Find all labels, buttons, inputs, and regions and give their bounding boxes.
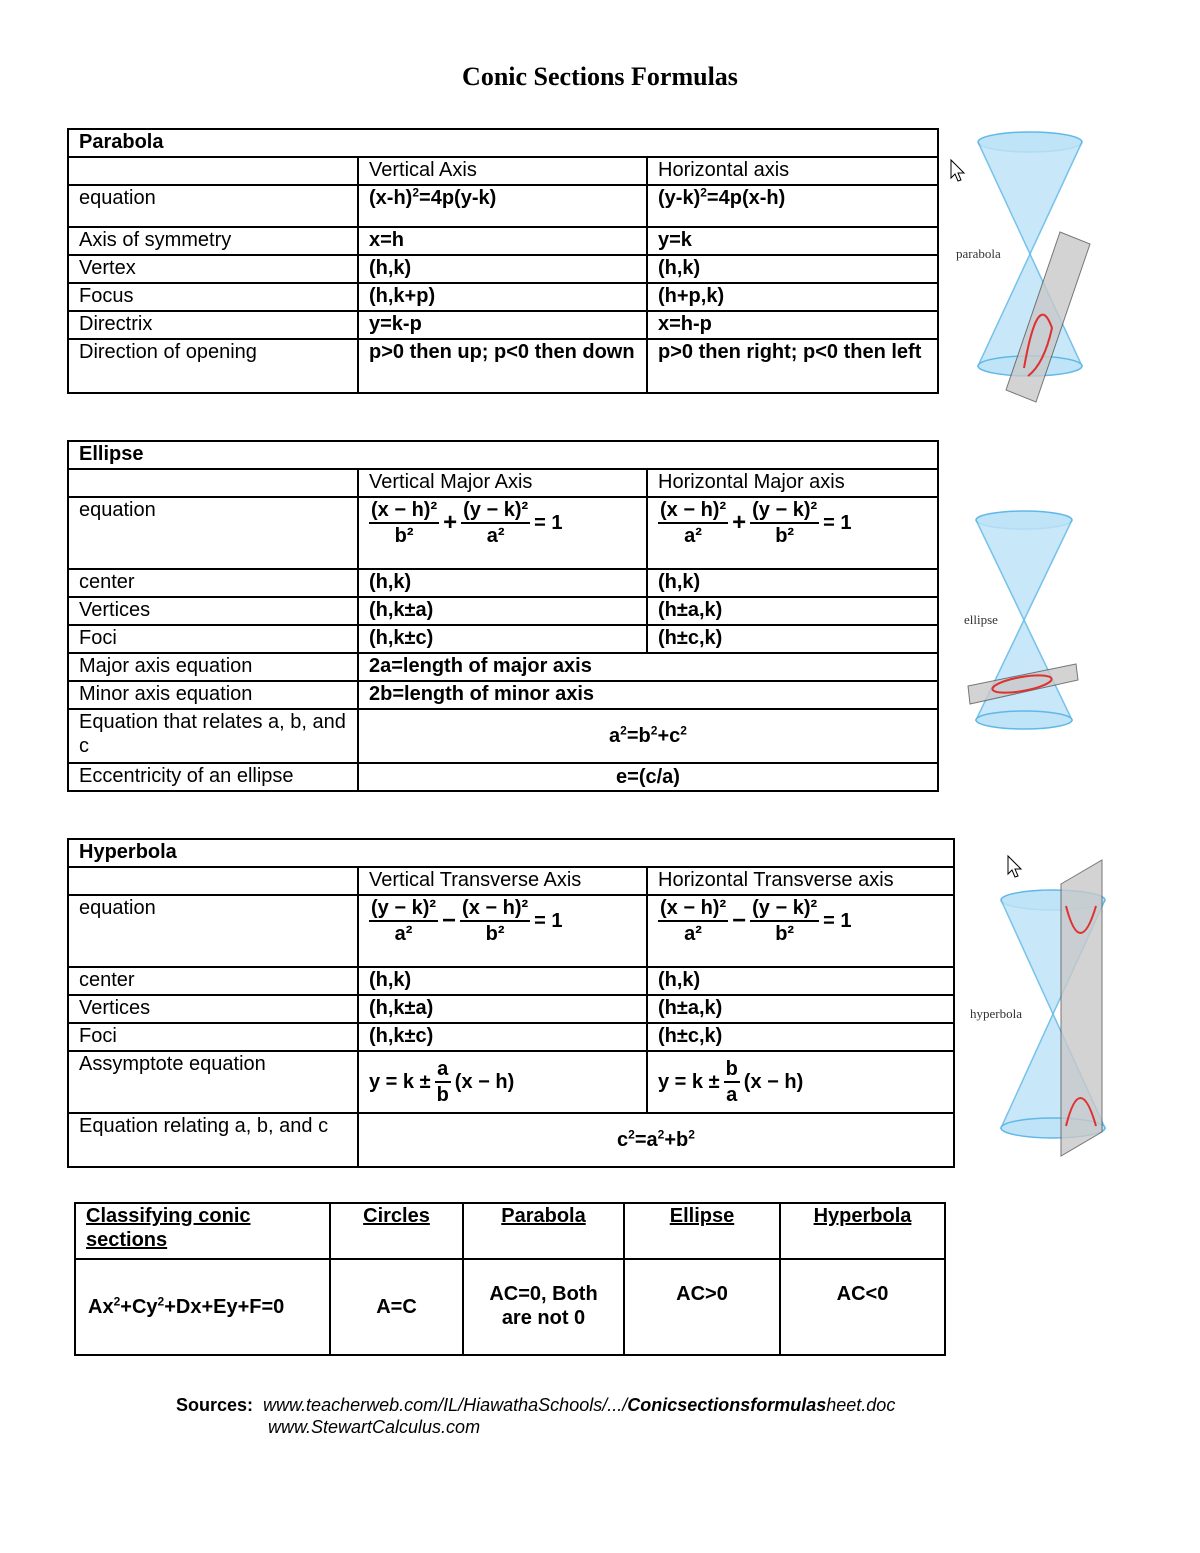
- parabola-table: [67, 128, 939, 394]
- classify-header: Parabola: [463, 1203, 624, 1259]
- classify-header: Hyperbola: [780, 1203, 945, 1259]
- cell-value: (h,k): [358, 967, 647, 995]
- fraction: $\frac{\text{(x − h)²}}{\text{a²}}$: [660, 499, 727, 547]
- blank-cell: [68, 157, 358, 185]
- hyperbola-cone-illustration: [966, 850, 1116, 1160]
- cell-value: (h±c,k): [647, 1023, 954, 1051]
- cell-value: x=h-p: [647, 311, 938, 339]
- fraction: $\frac{\text{(y − k)²}}{\text{a²}}$: [463, 499, 529, 547]
- hyperbola-relation: $c^2=a^2+b^2$: [358, 1113, 954, 1167]
- cell-value: (h,k±a): [358, 995, 647, 1023]
- fraction: $\frac{\text{(x − h)²}}{\text{b²}}$: [462, 897, 529, 945]
- cell-value: (h,k): [647, 967, 954, 995]
- row-label: Vertex: [68, 255, 358, 283]
- row-label: equation: [68, 185, 358, 227]
- row-label: Directrix: [68, 311, 358, 339]
- classify-header: Ellipse: [624, 1203, 780, 1259]
- fraction: $\frac{\text{(y − k)²}}{\text{b²}}$: [752, 897, 818, 945]
- cell-value: e=(c/a): [358, 763, 938, 791]
- ellipse-cone-illustration: [962, 508, 1088, 738]
- col-header: Vertical Transverse Axis: [358, 867, 647, 895]
- classify-header: Classifying conic sections: [75, 1203, 330, 1259]
- ellipse-relation: $a^2=b^2+c^2$: [358, 709, 938, 763]
- cursor-icon: [951, 160, 964, 181]
- cell-value: (h,k): [647, 255, 938, 283]
- cell-value: (h,k): [358, 569, 647, 597]
- hyperbola-label: hyperbola: [970, 1006, 1022, 1021]
- cell-value: p>0 then right; p<0 then left: [647, 339, 938, 393]
- row-label: Assymptote equation: [68, 1051, 358, 1113]
- col-header: Vertical Axis: [358, 157, 647, 185]
- parabola-vertical-equation: $(x-h)^2=4p(y-k)$: [358, 185, 647, 227]
- general-equation: $Ax^2+Cy^2+Dx+Ey+F=0$: [75, 1259, 330, 1355]
- fraction: $\frac{a}{b}$: [436, 1058, 449, 1106]
- sources: [176, 1394, 895, 1438]
- row-label: Equation relating a, b, and c: [68, 1113, 358, 1167]
- col-header: Horizontal Major axis: [647, 469, 938, 497]
- classify-table: [74, 1202, 946, 1356]
- cell-value: (h±a,k): [647, 995, 954, 1023]
- row-label: equation: [68, 895, 358, 967]
- cell-value: y=k: [647, 227, 938, 255]
- classify-hyperbola: AC<0: [780, 1259, 945, 1355]
- fraction: $\frac{\text{(x − h)²}}{\text{a²}}$: [660, 897, 727, 945]
- hyperbola-vertical-asymptote: y = k ± $\frac{a}{b}$ (x − h): [358, 1051, 647, 1113]
- hyperbola-header: Hyperbola: [68, 839, 954, 867]
- source-link-2[interactable]: www.StewartCalculus.com: [268, 1417, 481, 1437]
- hyperbola-horizontal-asymptote: y = k ± $\frac{b}{a}$ (x − h): [647, 1051, 954, 1113]
- parabola-cone-illustration: [948, 128, 1098, 410]
- parabola-horizontal-equation: $(y-k)^2=4p(x-h)$: [647, 185, 938, 227]
- classify-ellipse: AC>0: [624, 1259, 780, 1355]
- col-header: Horizontal Transverse axis: [647, 867, 954, 895]
- cell-value: p>0 then up; p<0 then down: [358, 339, 647, 393]
- ellipse-label: ellipse: [964, 612, 998, 627]
- row-label: Vertices: [68, 597, 358, 625]
- fraction: $\frac{\text{(x − h)²}}{\text{b²}}$: [371, 499, 438, 547]
- classify-circle: A=C: [330, 1259, 463, 1355]
- row-label: Eccentricity of an ellipse: [68, 763, 358, 791]
- ellipse-vertical-equation: $\frac{\text{(x − h)²}}{\text{b²}}$ + $\frac{\text{(y − k)²}}{\text{a²}}$ = 1: [358, 497, 647, 569]
- cell-value: (h,k±a): [358, 597, 647, 625]
- row-label: Foci: [68, 1023, 358, 1051]
- cursor-icon: [1008, 856, 1021, 877]
- fraction: $\frac{\text{(y − k)²}}{\text{a²}}$: [371, 897, 437, 945]
- row-label: Vertices: [68, 995, 358, 1023]
- parabola-label: parabola: [956, 246, 1001, 261]
- ellipse-header: Ellipse: [68, 441, 938, 469]
- col-header: Vertical Major Axis: [358, 469, 647, 497]
- row-label: Equation that relates a, b, and c: [68, 709, 358, 763]
- fraction: $\frac{\text{(y − k)²}}{\text{b²}}$: [752, 499, 818, 547]
- cell-value: y=k-p: [358, 311, 647, 339]
- cell-value: (h,k): [647, 569, 938, 597]
- hyperbola-vertical-equation: $\frac{\text{(y − k)²}}{\text{a²}}$ − $\frac{\text{(x − h)²}}{\text{b²}}$ = 1: [358, 895, 647, 967]
- blank-cell: [68, 867, 358, 895]
- blank-cell: [68, 469, 358, 497]
- ellipse-horizontal-equation: $\frac{\text{(x − h)²}}{\text{a²}}$ + $\frac{\text{(y − k)²}}{\text{b²}}$ = 1: [647, 497, 938, 569]
- row-label: equation: [68, 497, 358, 569]
- cell-value: 2b=length of minor axis: [358, 681, 938, 709]
- row-label: Minor axis equation: [68, 681, 358, 709]
- fraction: $\frac{b}{a}$: [725, 1058, 738, 1106]
- cell-value: (h,k±c): [358, 625, 647, 653]
- source-link-1[interactable]: www.teacherweb.com/IL/HiawathaSchools/.../Conicsectionsformulasheet.doc: [263, 1395, 896, 1415]
- cell-value: (h±c,k): [647, 625, 938, 653]
- ellipse-table: [67, 440, 939, 792]
- parabola-header: Parabola: [68, 129, 938, 157]
- row-label: Direction of opening: [68, 339, 358, 393]
- cell-value: 2a=length of major axis: [358, 653, 938, 681]
- cell-value: (h,k): [358, 255, 647, 283]
- hyperbola-table: [67, 838, 955, 1168]
- cell-value: (h,k±c): [358, 1023, 647, 1051]
- classify-parabola: AC=0, Both are not 0: [463, 1259, 624, 1355]
- cell-value: (h±a,k): [647, 597, 938, 625]
- classify-header: Circles: [330, 1203, 463, 1259]
- row-label: Focus: [68, 283, 358, 311]
- row-label: Foci: [68, 625, 358, 653]
- col-header: Horizontal axis: [647, 157, 938, 185]
- row-label: Major axis equation: [68, 653, 358, 681]
- row-label: center: [68, 967, 358, 995]
- row-label: center: [68, 569, 358, 597]
- cell-value: x=h: [358, 227, 647, 255]
- page-title: Conic Sections Formulas: [462, 62, 738, 91]
- row-label: Axis of symmetry: [68, 227, 358, 255]
- cell-value: (h+p,k): [647, 283, 938, 311]
- hyperbola-horizontal-equation: $\frac{\text{(x − h)²}}{\text{a²}}$ − $\frac{\text{(y − k)²}}{\text{b²}}$ = 1: [647, 895, 954, 967]
- sources-label: Sources:: [176, 1395, 254, 1415]
- cell-value: (h,k+p): [358, 283, 647, 311]
